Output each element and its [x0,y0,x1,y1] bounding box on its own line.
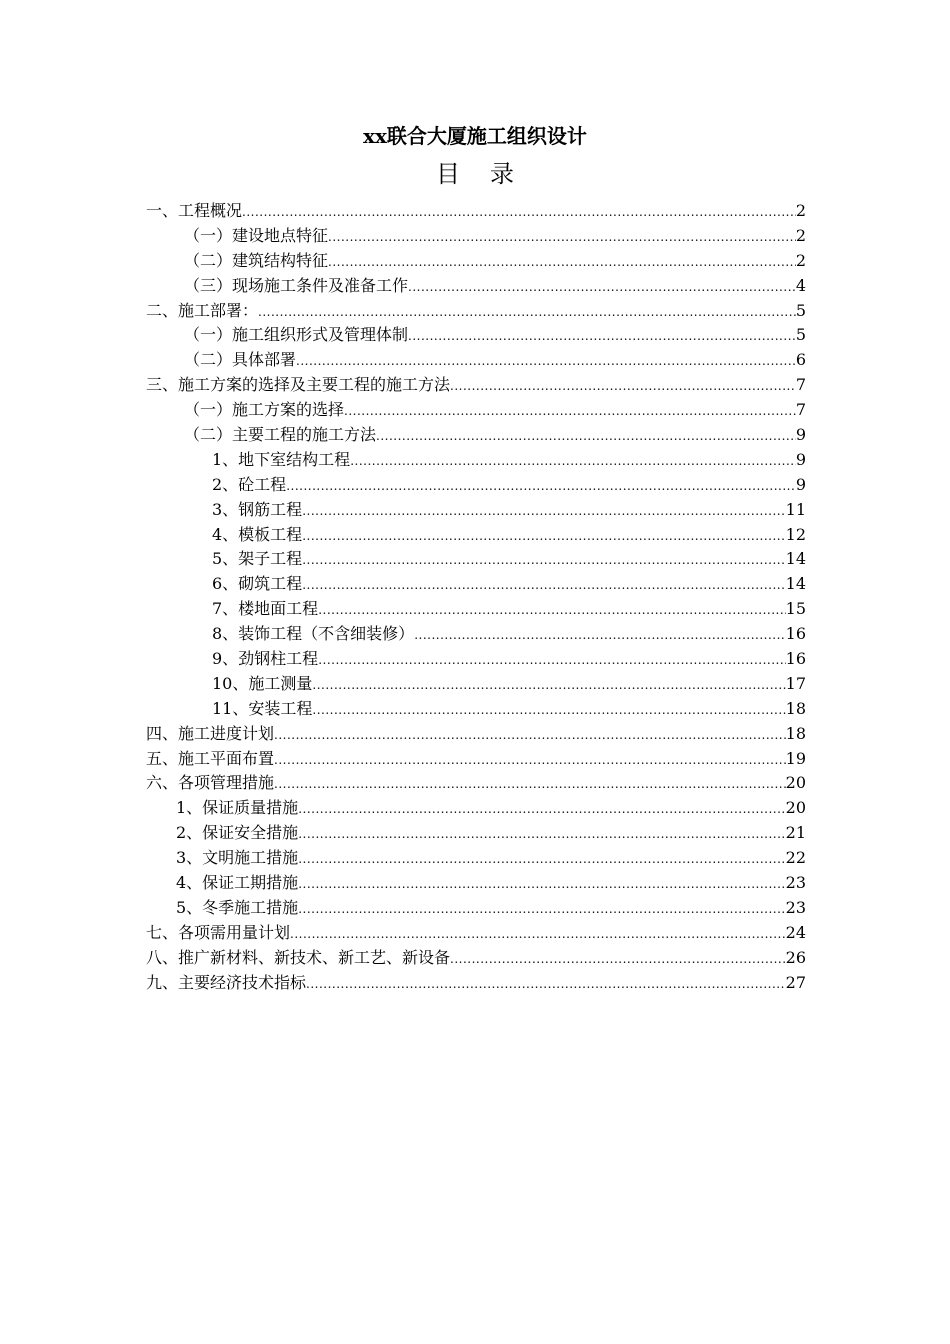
toc-entry-title: 九、主要经济技术指标 [146,972,307,992]
toc-dot-leader [344,399,796,424]
toc-entry-title: 2、砼工程 [212,474,287,494]
toc-entry-page-number: 9 [795,474,806,494]
toc-dot-leader [302,573,785,598]
toc-entry[interactable] [146,722,806,747]
toc-entry-title: 5、冬季施工措施 [176,897,299,917]
toc-entry[interactable] [146,597,806,622]
toc-entry-page-number: 5 [795,300,806,320]
toc-entry-page-number: 15 [785,599,806,619]
toc-entry-title: 7、楼地面工程 [212,599,319,619]
toc-entry[interactable] [146,473,806,498]
toc-dot-leader [298,797,785,822]
toc-entry-page-number: 17 [785,673,806,693]
document-title: xx联合大厦施工组织设计 [363,124,587,148]
toc-dot-leader [408,324,796,349]
toc-entry-title: 11、安装工程 [212,698,313,718]
toc-dot-leader [328,250,796,275]
toc-entry-title: （二）具体部署 [184,350,297,370]
toc-entry-title: 七、各项需用量计划 [146,922,291,942]
toc-entry-page-number: 7 [795,375,806,395]
toc-dot-leader [302,499,785,524]
toc-dot-leader [312,698,785,723]
toc-entry-page-number: 6 [795,350,806,370]
toc-entry-title: 四、施工进度计划 [146,723,275,743]
toc-entry[interactable] [146,423,806,448]
toc-dot-leader [328,225,796,250]
toc-entry[interactable] [146,747,806,772]
toc-entry-title: 4、模板工程 [212,524,303,544]
toc-entry[interactable] [146,373,806,398]
toc-entry[interactable] [146,771,806,796]
toc-entry-page-number: 19 [785,748,806,768]
toc-entry[interactable] [146,249,806,274]
toc-entry-page-number: 22 [785,848,806,868]
toc-entry-page-number: 18 [785,723,806,743]
toc-entry-page-number: 4 [795,275,806,295]
toc-entry[interactable] [146,971,806,996]
toc-entry-title: （二）主要工程的施工方法 [184,425,377,445]
toc-entry[interactable] [146,199,806,224]
toc-entry-title: 9、劲钢柱工程 [212,649,319,669]
toc-entry-title: 2、保证安全措施 [176,823,299,843]
toc-entry-page-number: 14 [785,549,806,569]
toc-entry-title: 1、保证质量措施 [176,798,299,818]
toc-dot-leader [274,772,786,797]
toc-entry[interactable] [146,946,806,971]
toc-entry[interactable] [146,796,806,821]
toc-dot-leader [376,424,796,449]
toc-entry[interactable] [146,921,806,946]
toc-entry-title: （一）施工组织形式及管理体制 [184,325,409,345]
toc-entry-page-number: 23 [785,897,806,917]
toc-entry-title: （三）现场施工条件及准备工作 [184,275,409,295]
toc-dot-leader [408,275,796,300]
toc-entry-title: 六、各项管理措施 [146,773,275,793]
toc-dot-leader [298,847,785,872]
toc-dot-leader [298,872,785,897]
toc-entry-page-number: 16 [785,624,806,644]
toc-entry-title: 一、工程概况 [146,201,243,220]
toc-entry[interactable] [146,498,806,523]
toc-entry-title: 八、推广新材料、新技术、新工艺、新设备 [146,947,451,967]
toc-entry-title: 五、施工平面布置 [146,748,275,768]
toc-entry-title: （一）施工方案的选择 [184,400,345,420]
toc-entry-title: （二）建筑结构特征 [184,250,329,270]
toc-entry-title: 三、施工方案的选择及主要工程的施工方法 [146,375,451,395]
toc-entry[interactable] [146,398,806,423]
toc-entry-page-number: 20 [785,798,806,818]
toc-dot-leader [414,623,785,648]
toc-entry[interactable] [146,448,806,473]
toc-dot-leader [306,972,786,997]
toc-entry-page-number: 24 [785,922,806,942]
toc-entry[interactable] [146,647,806,672]
toc-entry[interactable] [146,274,806,299]
toc-dot-leader [290,922,786,947]
toc-entry-title: 6、砌筑工程 [212,574,303,594]
toc-entry-page-number: 11 [785,499,806,519]
toc-entry[interactable] [146,523,806,548]
toc-entry-title: 4、保证工期措施 [176,873,299,893]
toc-heading: 目录 [436,160,544,188]
toc-entry[interactable] [146,348,806,373]
toc-entry-page-number: 26 [785,947,806,967]
toc-dot-leader [302,524,785,549]
toc-entry-page-number: 20 [785,773,806,793]
toc-dot-leader [450,947,786,972]
toc-entry[interactable] [146,896,806,921]
toc-entry[interactable] [146,672,806,697]
toc-entry-page-number: 7 [795,400,806,420]
toc-entry[interactable] [146,299,806,324]
toc-entry-page-number: 9 [795,449,806,469]
toc-dot-leader [350,449,796,474]
table-of-contents [146,199,806,996]
toc-entry-title: 3、文明施工措施 [176,848,299,868]
toc-dot-leader [318,598,785,623]
toc-entry[interactable] [146,323,806,348]
toc-entry-page-number: 5 [795,325,806,345]
toc-entry-page-number: 12 [785,524,806,544]
toc-entry-page-number: 16 [785,649,806,669]
toc-dot-leader [258,300,796,325]
toc-entry[interactable] [146,572,806,597]
toc-entry-page-number: 21 [785,823,806,843]
toc-entry-title: 8、装饰工程（不含细装修） [212,624,415,644]
toc-entry-title: 10、施工测量 [212,673,313,693]
toc-entry[interactable] [146,547,806,572]
toc-entry[interactable] [146,224,806,249]
toc-entry-title: 5、架子工程 [212,549,303,569]
toc-entry-title: （一）建设地点特征 [184,225,329,245]
toc-dot-leader [296,349,796,374]
toc-entry-page-number: 18 [785,698,806,718]
toc-entry[interactable] [146,697,806,722]
toc-dot-leader [298,897,785,922]
toc-dot-leader [302,548,785,573]
toc-dot-leader [298,822,785,847]
toc-dot-leader [274,748,786,773]
toc-dot-leader [318,648,785,673]
toc-dot-leader [312,673,785,698]
toc-entry-page-number: 2 [795,250,806,270]
toc-entry-title: 1、地下室结构工程 [212,449,351,469]
toc-entry-title: 二、施工部署： [146,300,259,320]
toc-entry-page-number: 27 [785,972,806,992]
toc-entry[interactable] [146,622,806,647]
toc-entry-page-number: 2 [795,201,806,220]
toc-dot-leader [242,200,796,225]
toc-dot-leader [286,474,796,499]
toc-entry-page-number: 9 [795,425,806,445]
toc-entry[interactable] [146,871,806,896]
toc-dot-leader [274,723,786,748]
toc-entry-page-number: 23 [785,873,806,893]
toc-entry-page-number: 14 [785,574,806,594]
toc-entry-page-number: 2 [795,225,806,245]
toc-dot-leader [450,374,796,399]
toc-entry[interactable] [146,821,806,846]
toc-entry-title: 3、钢筋工程 [212,499,303,519]
toc-entry[interactable] [146,846,806,871]
